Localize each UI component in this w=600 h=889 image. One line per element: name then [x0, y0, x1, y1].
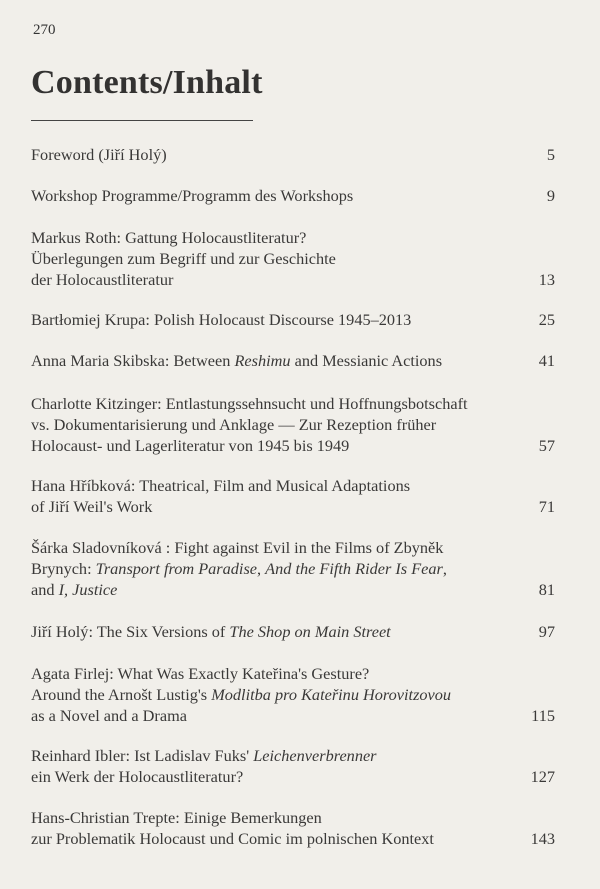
toc-entry-text: and — [31, 579, 59, 599]
toc-entry-line — [31, 228, 555, 249]
toc-entry-line — [31, 270, 555, 291]
toc-entry-line — [31, 706, 555, 727]
toc-entry-line — [31, 394, 555, 415]
toc-entry-line — [31, 351, 555, 372]
toc-entry-page-number: 81 — [538, 579, 555, 599]
toc-entry-italic-text: And the Fifth Rider Is Fear — [265, 558, 443, 578]
toc-entry-text: Workshop Programme/Programm des Workshops — [31, 186, 354, 205]
toc-entry-line — [31, 580, 555, 601]
toc-entry-page-number: 115 — [531, 705, 555, 725]
toc-entry-line — [31, 829, 555, 850]
toc-entry — [31, 538, 555, 600]
toc-entry-text: of Jiří Weil's Work — [31, 496, 153, 516]
page-title: Contents/Inhalt — [31, 64, 263, 101]
toc-entry-text: vs. Dokumentarisierung und Anklage — Zur Rezeption früher — [31, 414, 437, 434]
toc-entry-italic-text: Reshimu — [234, 351, 291, 370]
toc-entry-page-number: 71 — [538, 496, 555, 516]
toc-entry-text: Hans-Christian Trepte: Einige Bemerkungen — [31, 808, 322, 827]
toc-entry-italic-text: Leichenverbrenner — [253, 746, 377, 765]
toc-entry-text: Šárka Sladovníková : Fight against Evil in the Films of Zbyněk — [31, 538, 444, 557]
toc-entry — [31, 394, 555, 456]
toc-entry-text: Foreword (Jiří Holý) — [31, 145, 167, 164]
toc-entry-page-number: 9 — [546, 186, 555, 205]
toc-entry-text: Anna Maria Skibska: Between — [31, 351, 235, 370]
toc-entry-text: Jiří Holý: The Six Versions of — [31, 622, 230, 641]
toc-entry-text: Agata Firlej: What Was Exactly Kateřina's Gesture? — [31, 664, 370, 683]
toc-entry-line — [31, 664, 555, 685]
toc-entry-line — [31, 497, 555, 518]
toc-entry-text: Holocaust- und Lagerliteratur von 1945 bis 1949 — [31, 435, 350, 455]
toc-entry-page-number: 143 — [530, 828, 555, 848]
toc-entry — [31, 186, 555, 207]
toc-entry-italic-text: Transport from Paradise — [95, 558, 258, 578]
toc-entry-line — [31, 746, 555, 767]
toc-entry-line — [31, 559, 555, 580]
toc-entry — [31, 351, 555, 372]
toc-entry-page-number: 127 — [530, 766, 555, 786]
toc-entry-text: Charlotte Kitzinger: Entlastungssehnsucht und Hoffnungsbotschaft — [31, 394, 468, 413]
toc-entry-text: Brynych: — [31, 558, 96, 578]
toc-entry-page-number: 13 — [538, 269, 555, 289]
toc-entry — [31, 476, 555, 518]
toc-entry — [31, 664, 555, 726]
toc-entry-page-number: 25 — [538, 310, 555, 329]
toc-entry-italic-text: The Shop on Main Street — [229, 622, 391, 641]
toc-entry-text: as a Novel and a Drama — [31, 705, 187, 725]
toc-entry-line — [31, 310, 555, 331]
toc-entry — [31, 808, 555, 850]
toc-entry-line — [31, 249, 555, 270]
toc-entry-text: Around the Arnošt Lustig's — [31, 684, 212, 704]
page-number: 270 — [33, 22, 56, 38]
toc-entry-line — [31, 538, 555, 559]
toc-entry-page-number: 41 — [538, 351, 555, 370]
toc-entry — [31, 746, 555, 788]
toc-entry-text: , — [257, 558, 266, 578]
toc-entry-italic-text: Modlitba pro Kateřinu Horovitzovou — [211, 684, 452, 704]
toc-entry-text: Markus Roth: Gattung Holocaustliteratur? — [31, 228, 307, 247]
toc-entry — [31, 145, 555, 166]
toc-entry-line — [31, 186, 555, 207]
toc-entry-text: Hana Hříbková: Theatrical, Film and Musical Adaptations — [31, 476, 411, 495]
toc-entry-page-number: 57 — [538, 435, 555, 455]
toc-entry — [31, 228, 555, 290]
toc-entry-line — [31, 415, 555, 436]
toc-entry-text: Überlegungen zum Begriff und zur Geschichte — [31, 248, 336, 268]
toc-entry-line — [31, 808, 555, 829]
toc-entry-text: and Messianic Actions — [290, 351, 443, 370]
toc-entry-line — [31, 622, 555, 643]
toc-entry-line — [31, 476, 555, 497]
toc-entry-text: , — [442, 558, 447, 578]
toc-entry-line — [31, 685, 555, 706]
toc-entry-text: zur Problematik Holocaust und Comic im polnischen Kontext — [31, 828, 434, 848]
toc-entry-text: ein Werk der Holocaustliteratur? — [31, 766, 244, 786]
toc-entry-line — [31, 767, 555, 788]
toc-entry-text: Bartłomiej Krupa: Polish Holocaust Discourse 1945–2013 — [31, 310, 412, 329]
toc-entry-text: Reinhard Ibler: Ist Ladislav Fuks' — [31, 746, 254, 765]
toc-entry-page-number: 5 — [546, 145, 555, 164]
toc-entry-line — [31, 145, 555, 166]
title-divider — [31, 120, 253, 121]
toc-entry-italic-text: I, Justice — [58, 579, 118, 599]
toc-entry — [31, 310, 555, 331]
toc-entry-page-number: 97 — [538, 622, 555, 641]
toc-entry-line — [31, 436, 555, 457]
toc-entry-text: der Holocaustliteratur — [31, 269, 174, 289]
toc-entry — [31, 622, 555, 643]
